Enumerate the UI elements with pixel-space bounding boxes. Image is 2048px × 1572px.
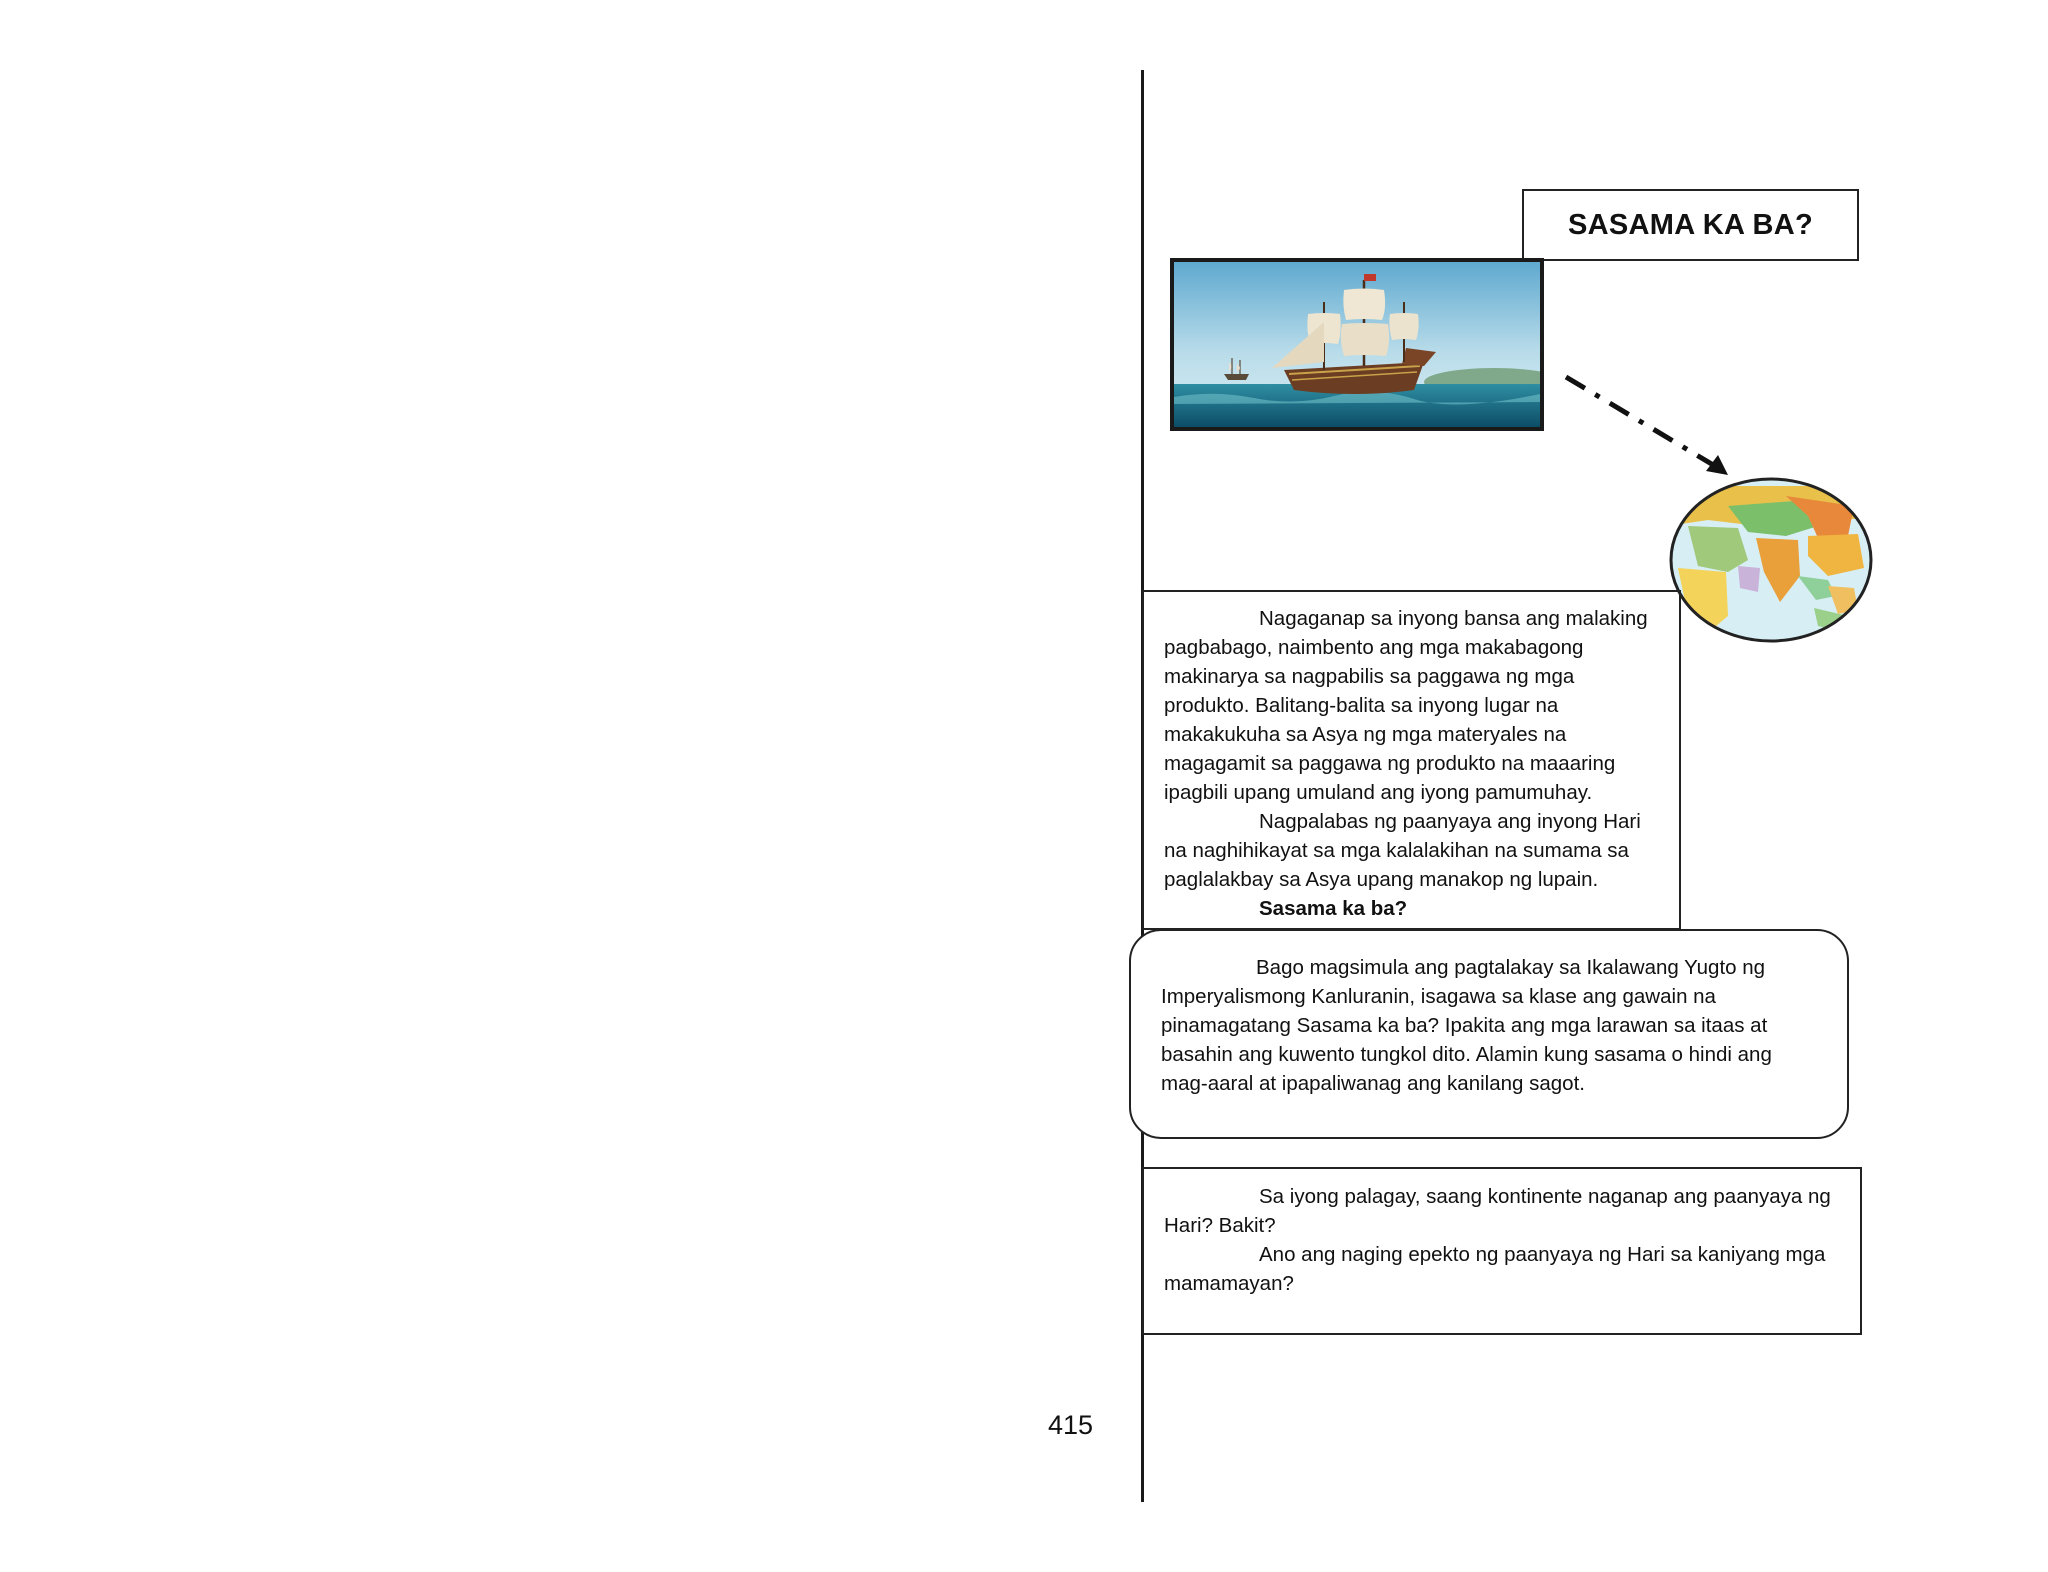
instruction-text: Bago magsimula ang pagtalakay sa Ikalawang Yugto ng Imperyalismong Kanluranin, isagawa sa klase ang gawain na pinamagatang Sasama ka ba? Ipakita ang mga larawan sa itaas at basahin ang kuwento tungkol dito. Alamin kung sasama o hindi ang mag-aaral at ipapaliwanag ang kanilang sagot. — [1161, 956, 1772, 1095]
globe-map-image — [1668, 476, 1874, 644]
question-1: Sa iyong palagay, saang kontinente naganap ang paanyaya ng Hari? Bakit? — [1164, 1185, 1831, 1237]
question-2: Ano ang naging epekto ng paanyaya ng Hari sa kaniyang mga mamamayan? — [1164, 1243, 1826, 1295]
ship-illustration — [1174, 262, 1540, 427]
activity-title-box — [1522, 189, 1859, 261]
story-paragraph-2: Nagpalabas ng paanyaya ang inyong Hari na naghihikayat sa mga kalalakihan na sumama sa paglalakbay sa Asya upang manakop ng lupain. — [1164, 810, 1641, 891]
page-number: 415 — [1048, 1410, 1094, 1440]
story-paragraph-1: Nagaganap sa inyong bansa ang malaking pagbabago, naimbento ang mga makabagong makinarya sa nagpabilis sa paggawa ng mga produkto. Balitang-balita sa inyong lugar na makakukuha sa Asya ng mga materyales na magagamit sa paggawa ng produkto na maaaring ipagbili upang umuland ang iyong pamumuhay. — [1164, 607, 1648, 804]
activity-title: SASAMA KA BA? — [1567, 208, 1814, 241]
story-box — [1142, 590, 1681, 930]
ship-image — [1170, 258, 1544, 431]
teacher-instruction-box — [1129, 929, 1849, 1139]
story-question: Sasama ka ba? — [1259, 897, 1408, 920]
dashed-arrow — [1560, 365, 1740, 485]
discussion-questions-box — [1142, 1167, 1862, 1335]
